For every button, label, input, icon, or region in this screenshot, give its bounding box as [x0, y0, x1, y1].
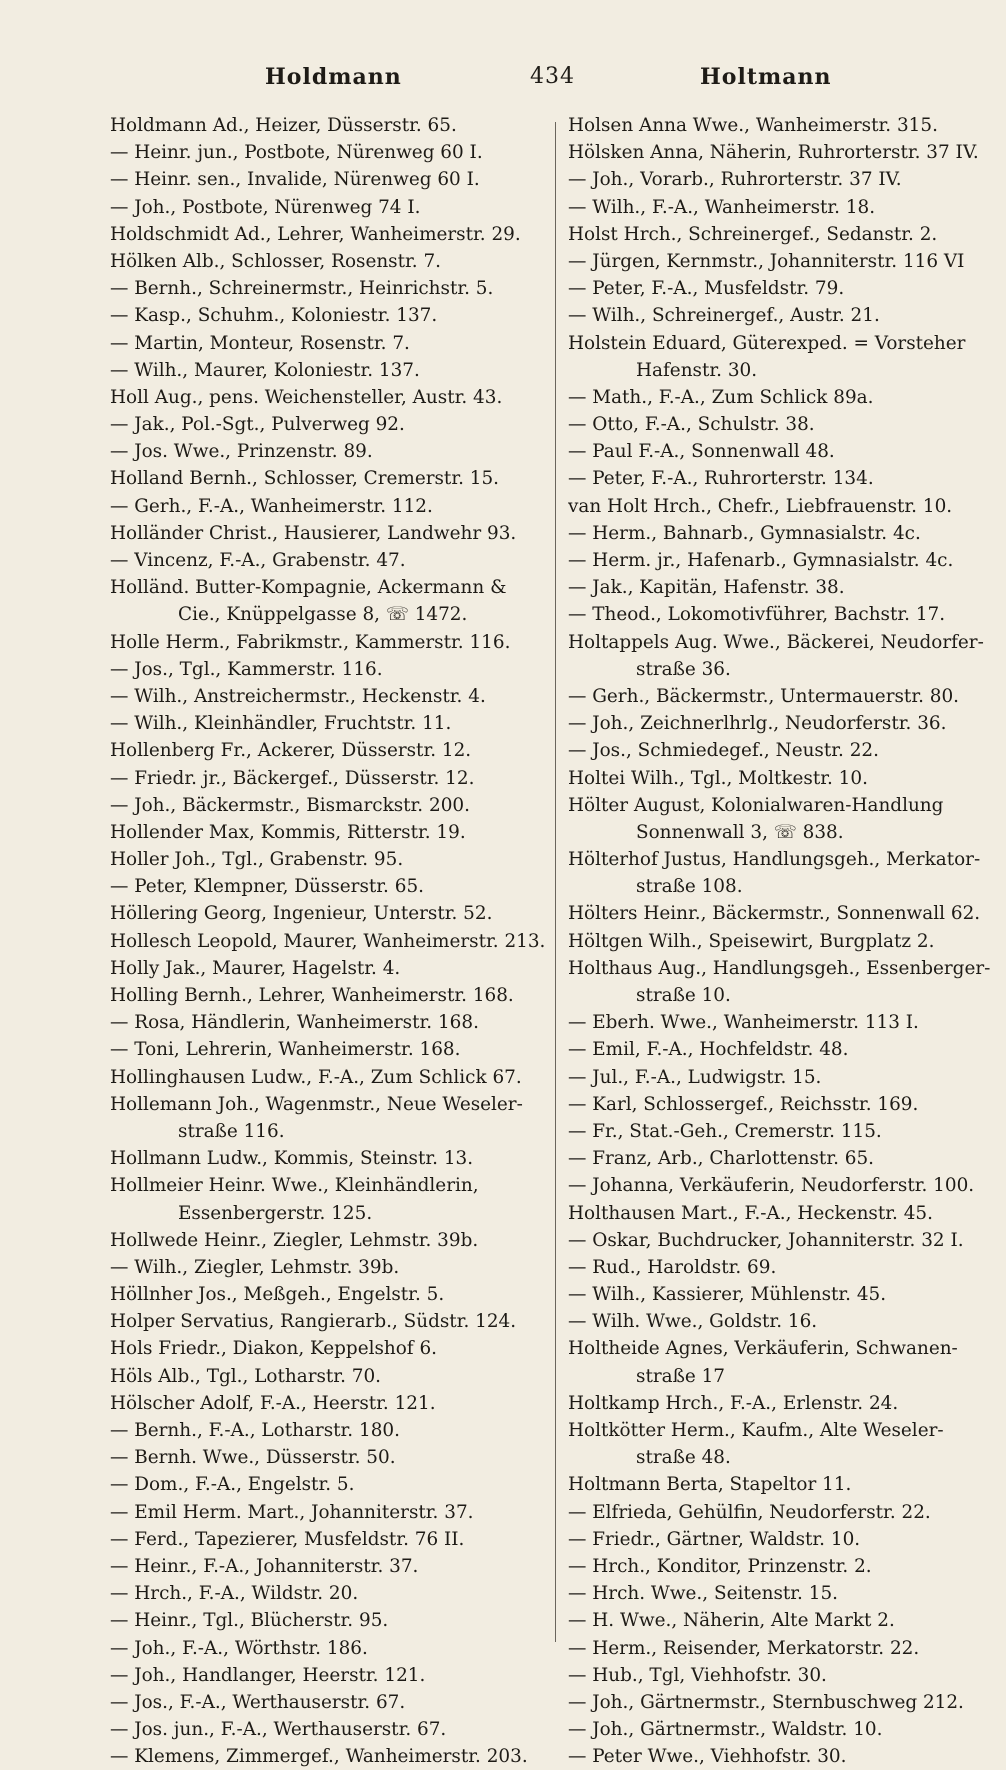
header-left-keyword: Holdmann — [265, 64, 402, 90]
directory-entry-line: — Friedr. jr., Bäckergef., Düsserstr. 12. — [110, 767, 475, 789]
directory-entry-line: — Vincenz, F.-A., Grabenstr. 47. — [110, 550, 406, 571]
directory-entry-line: — Peter, F.-A., Musfeldstr. 79. — [568, 278, 845, 300]
directory-entry-line: Hölterhof Justus, Handlungsgeh., Merkator- — [568, 849, 981, 871]
directory-entry-line: — Peter, Klempner, Düsserstr. 65. — [110, 876, 424, 898]
directory-entry-line: — Oskar, Buchdrucker, Johanniterstr. 32 I. — [568, 1229, 964, 1251]
directory-entry-line: Hollender Max, Kommis, Ritterstr. 19. — [110, 821, 466, 843]
directory-entry-line: Hölters Heinr., Bäckermstr., Sonnenwall 62. — [568, 903, 981, 925]
directory-entry-line: — Fr., Stat.-Geh., Cremerstr. 115. — [568, 1120, 882, 1142]
directory-entry-line: Hölken Alb., Schlosser, Rosenstr. 7. — [110, 250, 442, 272]
directory-entry-line: — Otto, F.-A., Schulstr. 38. — [568, 414, 815, 436]
directory-entry-line: Hölter August, Kolonialwaren-Handlung — [568, 794, 944, 816]
directory-entry-line: — Joh., Postbote, Nürenweg 74 I. — [110, 196, 421, 218]
directory-entry-line: — Jos. Wwe., Prinzenstr. 89. — [110, 441, 373, 463]
directory-entry-line: straße 10. — [636, 985, 731, 1006]
directory-entry-line: — Hrch. Wwe., Seitenstr. 15. — [568, 1583, 838, 1605]
directory-entry-line: Cie., Knüppelgasse 8, ☏ 1472. — [178, 604, 468, 626]
directory-entry-line: — Jak., Kapitän, Hafenstr. 38. — [568, 577, 845, 599]
directory-entry-line: straße 48. — [636, 1447, 731, 1469]
directory-entry-line: — Franz, Arb., Charlottenstr. 65. — [568, 1148, 875, 1170]
directory-entry-line: Holle Herm., Fabrikmstr., Kammerstr. 116. — [110, 631, 511, 653]
directory-entry-line: — Eberh. Wwe., Wanheimerstr. 113 I. — [568, 1012, 919, 1034]
directory-entry-line: Hollesch Leopold, Maurer, Wanheimerstr. 213. — [110, 930, 546, 952]
page-number: 434 — [530, 64, 575, 89]
directory-entry-line: — Herm. jr., Hafenarb., Gymnasialstr. 4c. — [568, 550, 954, 571]
directory-entry-line: straße 36. — [636, 658, 731, 680]
directory-entry-line: — Joh., Gärtnermstr., Sternbuschweg 212. — [568, 1691, 964, 1713]
directory-entry-line: — Paul F.-A., Sonnenwall 48. — [568, 441, 835, 463]
directory-entry-line: — Friedr., Gärtner, Waldstr. 10. — [568, 1528, 861, 1550]
directory-entry-line: — Theod., Lokomotivführer, Bachstr. 17. — [568, 604, 946, 626]
directory-entry-line: — Heinr., F.-A., Johanniterstr. 37. — [110, 1555, 419, 1577]
directory-entry-line: — Wilh., Maurer, Koloniestr. 137. — [110, 359, 420, 381]
directory-entry-line: Holthaus Aug., Handlungsgeh., Essenberger- — [568, 957, 991, 979]
directory-entry-line: — Johanna, Verkäuferin, Neudorferstr. 100. — [568, 1175, 975, 1197]
directory-entry-line: — Gerh., Bäckermstr., Untermauerstr. 80. — [568, 685, 960, 707]
directory-entry-line: Holtkötter Herm., Kaufm., Alte Weseler- — [568, 1420, 944, 1441]
directory-entry-line: — Herm., Bahnarb., Gymnasialstr. 4c. — [568, 522, 921, 544]
directory-entry-line: — Peter, F.-A., Ruhrorterstr. 134. — [568, 468, 874, 490]
directory-entry-line: — H. Wwe., Näherin, Alte Markt 2. — [568, 1610, 895, 1632]
directory-entry-line: Essenbergerstr. 125. — [178, 1202, 373, 1224]
directory-entry-line: — Martin, Monteur, Rosenstr. 7. — [110, 332, 410, 354]
directory-entry-line: Holdschmidt Ad., Lehrer, Wanheimerstr. 29. — [110, 223, 521, 245]
directory-entry-line: — Hrch., Konditor, Prinzenstr. 2. — [568, 1555, 872, 1577]
directory-entry-line: Höllering Georg, Ingenieur, Unterstr. 52. — [110, 903, 493, 925]
directory-entry-line: Holtappels Aug. Wwe., Bäckerei, Neudorfer- — [568, 631, 984, 653]
right-column — [568, 112, 1006, 1770]
directory-entry-line: — Joh., Bäckermstr., Bismarckstr. 200. — [110, 794, 470, 816]
directory-entry-line: straße 116. — [178, 1120, 285, 1142]
directory-entry-line: — Joh., F.-A., Wörthstr. 186. — [110, 1637, 368, 1659]
directory-entry-line: — Heinr. jun., Postbote, Nürenweg 60 I. — [110, 142, 483, 164]
directory-entry-line: Sonnenwall 3, ☏ 838. — [636, 821, 844, 843]
directory-entry-line: — Ferd., Tapezierer, Musfeldstr. 76 II. — [110, 1528, 465, 1550]
directory-entry-line: Hölscher Adolf, F.-A., Heerstr. 121. — [110, 1392, 436, 1414]
directory-entry-line: — Wilh. Wwe., Goldstr. 16. — [568, 1311, 818, 1333]
directory-entry-line: Holtmann Berta, Stapeltor 11. — [568, 1474, 852, 1496]
directory-entry-line: straße 108. — [636, 876, 743, 898]
page-header — [110, 64, 1000, 104]
directory-entry-line: — Hrch., F.-A., Wildstr. 20. — [110, 1583, 359, 1605]
directory-entry-line: — Toni, Lehrerin, Wanheimerstr. 168. — [110, 1039, 461, 1061]
directory-entry-line: — Rud., Haroldstr. 69. — [568, 1256, 777, 1278]
left-column — [110, 112, 550, 1770]
directory-entry-line: Holtkamp Hrch., F.-A., Erlenstr. 24. — [568, 1392, 899, 1414]
directory-entry-line: — Wilh., Schreinergef., Austr. 21. — [568, 305, 880, 327]
directory-entry-line: — Karl, Schlossergef., Reichsstr. 169. — [568, 1093, 919, 1115]
directory-entry-line: Holst Hrch., Schreinergef., Sedanstr. 2. — [568, 223, 938, 245]
directory-entry-line: — Heinr., Tgl., Blücherstr. 95. — [110, 1610, 389, 1632]
directory-entry-line: — Jos., Schmiedegef., Neustr. 22. — [568, 740, 879, 762]
directory-entry-line: — Wilh., Kassierer, Mühlenstr. 45. — [568, 1284, 887, 1306]
directory-entry-line: — Jürgen, Kernmstr., Johanniterstr. 116 VI — [568, 250, 965, 272]
directory-entry-line: — Joh., Gärtnermstr., Waldstr. 10. — [568, 1719, 883, 1741]
directory-entry-line: Holstein Eduard, Güterexped. = Vorsteher — [568, 332, 966, 354]
directory-entry-line: Hollenberg Fr., Ackerer, Düsserstr. 12. — [110, 740, 472, 762]
directory-entry-line: — Wilh., F.-A., Wanheimerstr. 18. — [568, 196, 876, 218]
directory-entry-line: Holper Servatius, Rangierarb., Südstr. 124. — [110, 1311, 517, 1333]
directory-entry-line: — Wilh., Ziegler, Lehmstr. 39b. — [110, 1256, 400, 1278]
directory-entry-line: — Jos. jun., F.-A., Werthauserstr. 67. — [110, 1719, 447, 1741]
directory-entry-line: — Bernh., F.-A., Lotharstr. 180. — [110, 1420, 400, 1441]
directory-entry-line: Holler Joh., Tgl., Grabenstr. 95. — [110, 849, 404, 871]
directory-entry-line: van Holt Hrch., Chefr., Liebfrauenstr. 10. — [568, 495, 953, 517]
directory-entry-line: Hollemann Joh., Wagenmstr., Neue Weseler- — [110, 1093, 523, 1115]
directory-entry-line: — Gerh., F.-A., Wanheimerstr. 112. — [110, 495, 433, 517]
directory-entry-line: Holtei Wilh., Tgl., Moltkestr. 10. — [568, 767, 868, 789]
directory-entry-line: Hollwede Heinr., Ziegler, Lehmstr. 39b. — [110, 1229, 479, 1251]
directory-entry-line: — Jos., F.-A., Werthauserstr. 67. — [110, 1691, 406, 1713]
directory-entry-line: — Bernh., Schreinermstr., Heinrichstr. 5. — [110, 278, 494, 300]
directory-entry-line: Hölsken Anna, Näherin, Ruhrorterstr. 37 IV. — [568, 142, 979, 164]
directory-entry-line: Hollinghausen Ludw., F.-A., Zum Schlick 67. — [110, 1066, 522, 1088]
directory-entry-line: straße 17 — [636, 1365, 725, 1387]
directory-entry-line: — Hub., Tgl, Viehhofstr. 30. — [568, 1664, 827, 1686]
directory-entry-line: Holthausen Mart., F.-A., Heckenstr. 45. — [568, 1202, 933, 1224]
directory-entry-line: Hafenstr. 30. — [636, 359, 758, 381]
directory-entry-line: Holland Bernh., Schlosser, Cremerstr. 15. — [110, 468, 500, 490]
directory-entry-line: Hollmann Ludw., Kommis, Steinstr. 13. — [110, 1148, 474, 1170]
directory-entry-line: Holsen Anna Wwe., Wanheimerstr. 315. — [568, 115, 938, 136]
directory-entry-line: — Kasp., Schuhm., Koloniestr. 137. — [110, 305, 438, 327]
directory-entry-line: Höltgen Wilh., Speisewirt, Burgplatz 2. — [568, 930, 935, 952]
directory-entry-line: Holling Bernh., Lehrer, Wanheimerstr. 168. — [110, 985, 514, 1006]
directory-entry-line: — Rosa, Händlerin, Wanheimerstr. 168. — [110, 1012, 479, 1034]
directory-entry-line: — Klemens, Zimmergef., Wanheimerstr. 203. — [110, 1746, 528, 1768]
column-divider — [555, 122, 556, 1642]
directory-entry-line: — Dom., F.-A., Engelstr. 5. — [110, 1474, 355, 1496]
directory-entry-line: — Joh., Zeichnerlhrlg., Neudorferstr. 36. — [568, 713, 947, 735]
directory-entry-line: Holdmann Ad., Heizer, Düsserstr. 65. — [110, 115, 457, 136]
directory-entry-line: Höls Alb., Tgl., Lotharstr. 70. — [110, 1365, 382, 1387]
directory-entry-line: — Wilh., Anstreichermstr., Heckenstr. 4. — [110, 685, 486, 707]
directory-entry-line: — Joh., Vorarb., Ruhrorterstr. 37 IV. — [568, 169, 902, 191]
directory-entry-line: Holly Jak., Maurer, Hagelstr. 4. — [110, 957, 401, 979]
directory-entry-line: Holländ. Butter-Kompagnie, Ackermann & — [110, 577, 507, 599]
directory-entry-line: — Emil Herm. Mart., Johanniterstr. 37. — [110, 1501, 474, 1523]
header-right-keyword: Holtmann — [700, 64, 832, 90]
directory-entry-line: — Jak., Pol.-Sgt., Pulverweg 92. — [110, 414, 405, 436]
directory-entry-line: — Herm., Reisender, Merkatorstr. 22. — [568, 1637, 920, 1659]
directory-entry-line: — Elfrieda, Gehülfin, Neudorferstr. 22. — [568, 1501, 931, 1523]
directory-entry-line: — Heinr. sen., Invalide, Nürenweg 60 I. — [110, 169, 480, 191]
directory-entry-line: Holländer Christ., Hausierer, Landwehr 93. — [110, 522, 517, 544]
directory-entry-line: Hols Friedr., Diakon, Keppelshof 6. — [110, 1338, 438, 1360]
directory-entry-line: — Joh., Handlanger, Heerstr. 121. — [110, 1664, 426, 1686]
directory-entry-line: — Jul., F.-A., Ludwigstr. 15. — [568, 1066, 822, 1088]
directory-entry-line: Höllnher Jos., Meßgeh., Engelstr. 5. — [110, 1284, 445, 1306]
directory-entry-line: — Jos., Tgl., Kammerstr. 116. — [110, 658, 383, 680]
directory-entry-line: Holl Aug., pens. Weichensteller, Austr. 43. — [110, 386, 503, 408]
directory-entry-line: Hollmeier Heinr. Wwe., Kleinhändlerin, — [110, 1175, 479, 1197]
directory-entry-line: Holtheide Agnes, Verkäuferin, Schwanen- — [568, 1338, 958, 1360]
directory-entry-line: — Emil, F.-A., Hochfeldstr. 48. — [568, 1039, 849, 1061]
directory-entry-line: — Bernh. Wwe., Düsserstr. 50. — [110, 1447, 396, 1469]
directory-entry-line: — Math., F.-A., Zum Schlick 89a. — [568, 386, 874, 408]
directory-entry-line: — Peter Wwe., Viehhofstr. 30. — [568, 1746, 847, 1768]
directory-entry-line: — Wilh., Kleinhändler, Fruchtstr. 11. — [110, 713, 452, 735]
